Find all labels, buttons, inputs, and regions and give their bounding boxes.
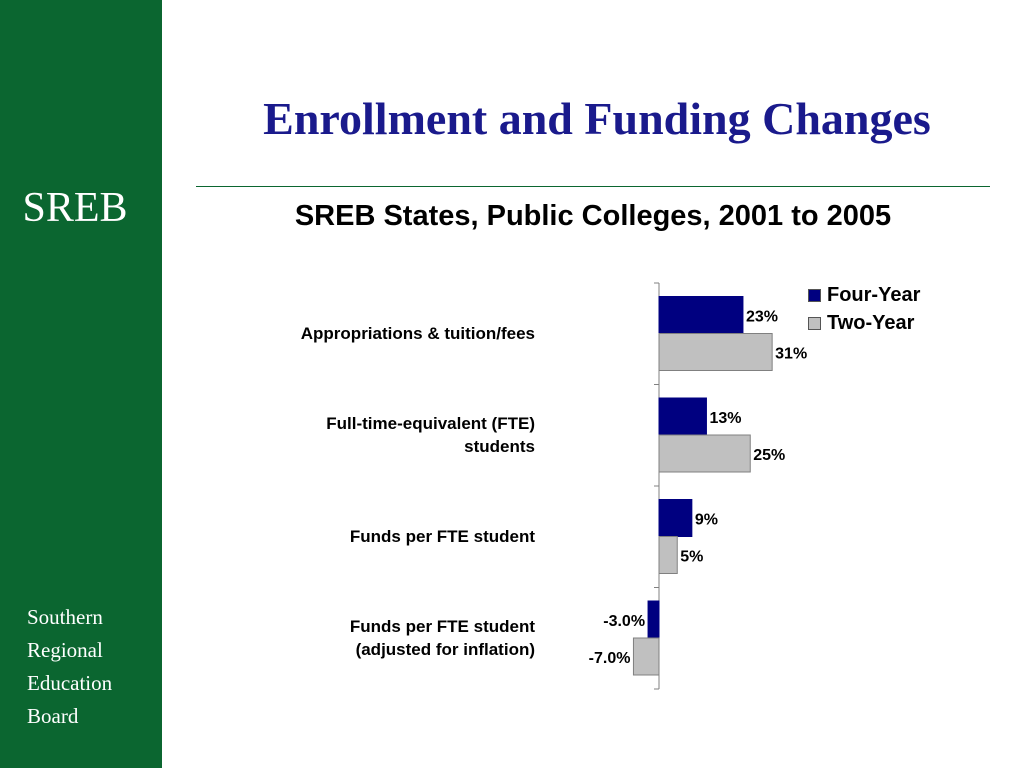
org-line-4: Board — [27, 704, 79, 728]
data-label: -3.0% — [603, 613, 646, 630]
bar-two-year — [659, 435, 750, 472]
bar-four-year — [659, 500, 692, 537]
data-label: 23% — [745, 308, 778, 326]
bar-two-year — [633, 638, 659, 675]
bar-four-year — [659, 398, 706, 435]
bar-two-year — [659, 537, 677, 574]
category-label-line: Full-time-equivalent (FTE) — [326, 414, 535, 433]
org-line-2: Regional — [27, 638, 103, 662]
bar-four-year — [648, 601, 659, 638]
brand-text: SREB — [22, 185, 128, 231]
page-title: Enrollment and Funding Changes — [263, 93, 931, 144]
category-label-line: (adjusted for inflation) — [355, 640, 535, 659]
category-label-line: Funds per FTE student — [349, 617, 535, 636]
category-label-line: Funds per FTE student — [349, 527, 535, 546]
org-line-3: Education — [27, 671, 113, 695]
legend-swatch-two-year — [808, 317, 821, 330]
bar-two-year — [659, 334, 772, 371]
org-line-1: Southern — [27, 605, 103, 629]
legend-label-four-year: Four-Year — [827, 283, 921, 306]
data-label: 31% — [775, 345, 808, 363]
category-label-line: students — [464, 437, 535, 456]
chart-title: SREB States, Public Colleges, 2001 to 2005 — [294, 200, 892, 232]
legend-swatch-four-year — [808, 289, 821, 302]
data-label: -7.0% — [588, 650, 631, 667]
data-label: 25% — [753, 447, 786, 464]
category-label-line: Appropriations & tuition/fees — [300, 324, 535, 343]
bar-four-year — [659, 297, 743, 334]
legend-item-four-year — [808, 281, 920, 309]
legend-label-two-year: Two-Year — [827, 311, 915, 334]
data-label: 13% — [709, 410, 742, 427]
data-label: 9% — [694, 511, 718, 529]
data-label: 5% — [680, 548, 704, 566]
chart-legend — [808, 281, 920, 337]
legend-item-two-year — [808, 309, 920, 337]
